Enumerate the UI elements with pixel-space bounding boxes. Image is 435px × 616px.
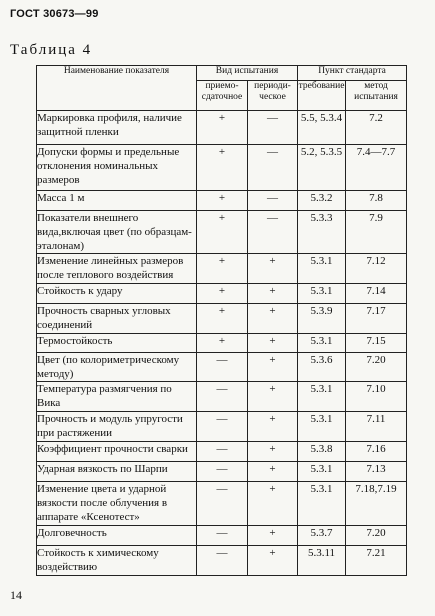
table-caption: Таблица 4 xyxy=(10,42,93,58)
row-acceptance: + xyxy=(197,211,248,254)
row-periodic: — xyxy=(248,211,298,254)
table-row xyxy=(37,462,407,482)
row-periodic: + xyxy=(248,382,298,412)
row-method: 7.17 xyxy=(346,304,407,334)
row-method: 7.20 xyxy=(346,353,407,382)
table-row xyxy=(37,442,407,462)
row-requirement: 5.3.1 xyxy=(298,284,346,304)
col-header-name: Наименование показателя xyxy=(37,66,197,111)
row-name: Ударная вязкость по Шарпи xyxy=(37,462,197,482)
row-periodic: + xyxy=(248,334,298,353)
row-acceptance: — xyxy=(197,353,248,382)
row-acceptance: + xyxy=(197,284,248,304)
table-row xyxy=(37,304,407,334)
row-requirement: 5.2, 5.3.5 xyxy=(298,145,346,191)
table-row xyxy=(37,482,407,526)
row-periodic: — xyxy=(248,191,298,211)
row-requirement: 5.3.7 xyxy=(298,526,346,546)
row-method: 7.20 xyxy=(346,526,407,546)
row-method: 7.9 xyxy=(346,211,407,254)
row-periodic: + xyxy=(248,284,298,304)
row-periodic: + xyxy=(248,482,298,526)
row-acceptance: — xyxy=(197,442,248,462)
row-name: Допуски формы и предельные отклонения номинальных размеров xyxy=(37,145,197,191)
table-row xyxy=(37,145,407,191)
row-name: Термостойкость xyxy=(37,334,197,353)
table-row xyxy=(37,546,407,576)
row-name: Стойкость к химическому воздействию xyxy=(37,546,197,576)
row-periodic: + xyxy=(248,526,298,546)
row-name: Цвет (по колориметрическому методу) xyxy=(37,353,197,382)
row-acceptance: — xyxy=(197,482,248,526)
row-requirement: 5.3.8 xyxy=(298,442,346,462)
row-method: 7.2 xyxy=(346,111,407,145)
row-name: Температура размягчения по Вика xyxy=(37,382,197,412)
row-name: Прочность и модуль упругости при растяжении xyxy=(37,412,197,442)
row-name: Прочность сварных угловых соединений xyxy=(37,304,197,334)
row-method: 7.12 xyxy=(346,254,407,284)
table-row xyxy=(37,353,407,382)
table-row xyxy=(37,382,407,412)
row-acceptance: — xyxy=(197,546,248,576)
row-name: Показатели внешнего вида,включая цвет (по образцам-эталонам) xyxy=(37,211,197,254)
row-name: Изменение цвета и ударной вязкости после облучения в аппарате «Ксенотест» xyxy=(37,482,197,526)
row-acceptance: — xyxy=(197,382,248,412)
row-acceptance: + xyxy=(197,334,248,353)
row-periodic: + xyxy=(248,412,298,442)
standard-header: ГОСТ 30673—99 xyxy=(10,8,99,20)
row-periodic: + xyxy=(248,353,298,382)
col-header-standard-clause: Пункт стандарта xyxy=(298,66,407,81)
row-method: 7.15 xyxy=(346,334,407,353)
row-requirement: 5.3.3 xyxy=(298,211,346,254)
row-method: 7.21 xyxy=(346,546,407,576)
row-acceptance: + xyxy=(197,145,248,191)
row-acceptance: + xyxy=(197,191,248,211)
row-periodic: — xyxy=(248,111,298,145)
row-requirement: 5.3.1 xyxy=(298,382,346,412)
row-periodic: + xyxy=(248,304,298,334)
row-method: 7.16 xyxy=(346,442,407,462)
requirements-table xyxy=(36,65,407,576)
row-acceptance: — xyxy=(197,526,248,546)
row-periodic: + xyxy=(248,442,298,462)
table-row xyxy=(37,191,407,211)
row-method: 7.13 xyxy=(346,462,407,482)
row-method: 7.11 xyxy=(346,412,407,442)
table-row xyxy=(37,526,407,546)
row-requirement: 5.3.11 xyxy=(298,546,346,576)
table-row xyxy=(37,111,407,145)
row-requirement: 5.3.1 xyxy=(298,462,346,482)
row-acceptance: + xyxy=(197,304,248,334)
row-requirement: 5.3.6 xyxy=(298,353,346,382)
col-header-periodic: периоди-ческое xyxy=(248,81,298,111)
col-header-test-type: Вид испытания xyxy=(197,66,298,81)
col-header-requirement: требование xyxy=(298,81,346,111)
row-periodic: — xyxy=(248,145,298,191)
row-requirement: 5.5, 5.3.4 xyxy=(298,111,346,145)
col-header-method: метод испытания xyxy=(346,81,407,111)
row-name: Долговечность xyxy=(37,526,197,546)
row-periodic: + xyxy=(248,546,298,576)
row-requirement: 5.3.2 xyxy=(298,191,346,211)
row-acceptance: — xyxy=(197,412,248,442)
row-method: 7.14 xyxy=(346,284,407,304)
row-name: Стойкость к удару xyxy=(37,284,197,304)
row-acceptance: + xyxy=(197,254,248,284)
row-requirement: 5.3.9 xyxy=(298,304,346,334)
row-requirement: 5.3.1 xyxy=(298,412,346,442)
row-method: 7.10 xyxy=(346,382,407,412)
row-method: 7.8 xyxy=(346,191,407,211)
row-method: 7.18,7.19 xyxy=(346,482,407,526)
table-row xyxy=(37,412,407,442)
row-periodic: + xyxy=(248,462,298,482)
table-row xyxy=(37,334,407,353)
row-name: Масса 1 м xyxy=(37,191,197,211)
row-periodic: + xyxy=(248,254,298,284)
table-row xyxy=(37,254,407,284)
row-acceptance: — xyxy=(197,462,248,482)
table-row xyxy=(37,211,407,254)
row-acceptance: + xyxy=(197,111,248,145)
page-number: 14 xyxy=(10,588,22,602)
row-name: Коэффициент прочности сварки xyxy=(37,442,197,462)
row-requirement: 5.3.1 xyxy=(298,482,346,526)
row-requirement: 5.3.1 xyxy=(298,254,346,284)
col-header-acceptance: приемо-сдаточное xyxy=(197,81,248,111)
row-name: Изменение линейных размеров после теплового воздействия xyxy=(37,254,197,284)
row-requirement: 5.3.1 xyxy=(298,334,346,353)
row-name: Маркировка профиля, наличие защитной пленки xyxy=(37,111,197,145)
table-row xyxy=(37,284,407,304)
row-method: 7.4—7.7 xyxy=(346,145,407,191)
